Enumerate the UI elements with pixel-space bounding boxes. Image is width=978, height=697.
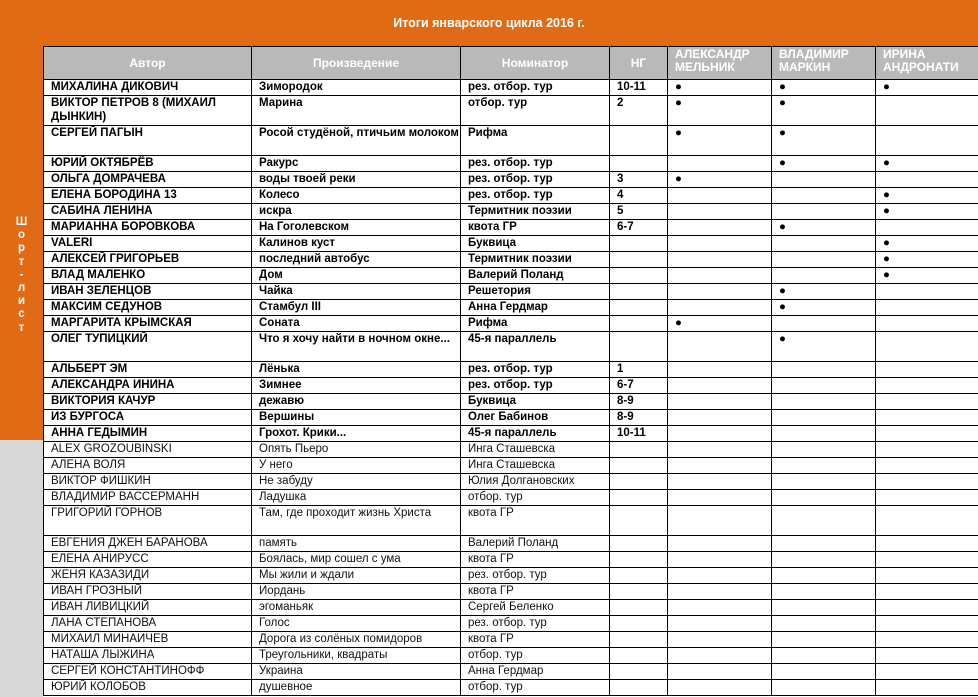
judge-melnik-mark bbox=[668, 284, 772, 300]
judge-markin-mark bbox=[772, 458, 876, 474]
ng-cell: 6-7 bbox=[610, 220, 668, 236]
short-list-row bbox=[44, 300, 978, 316]
nominator-cell: отбор. тур bbox=[461, 648, 610, 664]
col-judge-markin: ВЛАДИМИР МАРКИН bbox=[772, 47, 876, 80]
judge-andronati-mark bbox=[876, 536, 978, 552]
work-cell: Иордань bbox=[252, 584, 461, 600]
other-entry-row bbox=[44, 680, 978, 696]
header-row bbox=[44, 47, 978, 80]
judge-andronati-mark: ● bbox=[876, 236, 978, 252]
ng-cell bbox=[610, 156, 668, 172]
judge-melnik-mark bbox=[668, 552, 772, 568]
judge-melnik-mark bbox=[668, 204, 772, 220]
judge-andronati-mark: ● bbox=[876, 156, 978, 172]
ng-cell bbox=[610, 268, 668, 284]
ng-cell: 10-11 bbox=[610, 426, 668, 442]
short-list-row bbox=[44, 284, 978, 300]
other-entry-row bbox=[44, 442, 978, 458]
ng-cell: 8-9 bbox=[610, 394, 668, 410]
author-cell: АЛЕКСЕЙ ГРИГОРЬЕВ bbox=[44, 252, 252, 268]
judge-andronati-mark bbox=[876, 126, 978, 156]
ng-cell bbox=[610, 506, 668, 536]
judge-markin-mark: ● bbox=[772, 220, 876, 236]
ng-cell bbox=[610, 236, 668, 252]
short-list-row bbox=[44, 410, 978, 426]
work-cell: У него bbox=[252, 458, 461, 474]
nominator-cell: рез. отбор. тур bbox=[461, 80, 610, 96]
other-entries-sidebar bbox=[0, 440, 43, 697]
nominator-cell: рез. отбор. тур bbox=[461, 172, 610, 188]
nominator-cell: отбор. тур bbox=[461, 680, 610, 696]
judge-markin-mark bbox=[772, 600, 876, 616]
work-cell: Вершины bbox=[252, 410, 461, 426]
work-cell: Опять Пьеро bbox=[252, 442, 461, 458]
nominator-cell: квота ГР bbox=[461, 220, 610, 236]
author-cell: МАРГАРИТА КРЫМСКАЯ bbox=[44, 316, 252, 332]
judge-andronati-mark bbox=[876, 96, 978, 126]
judge-markin-mark: ● bbox=[772, 126, 876, 156]
author-cell: АЛЕНА ВОЛЯ bbox=[44, 458, 252, 474]
work-cell: Дорога из солёных помидоров bbox=[252, 632, 461, 648]
nominator-cell: рез. отбор. тур bbox=[461, 616, 610, 632]
judge-andronati-mark bbox=[876, 458, 978, 474]
short-list-row bbox=[44, 362, 978, 378]
work-cell: Мы жили и ждали bbox=[252, 568, 461, 584]
judge-melnik-mark bbox=[668, 680, 772, 696]
nominator-cell: Валерий Поланд bbox=[461, 268, 610, 284]
author-cell: ЕЛЕНА БОРОДИНА 13 bbox=[44, 188, 252, 204]
judge-markin-mark bbox=[772, 442, 876, 458]
nominator-cell: Валерий Поланд bbox=[461, 536, 610, 552]
judge-andronati-mark bbox=[876, 220, 978, 236]
author-cell: СЕРГЕЙ ПАГЫН bbox=[44, 126, 252, 156]
other-entry-row bbox=[44, 458, 978, 474]
ng-cell: 5 bbox=[610, 204, 668, 220]
judge-markin-mark bbox=[772, 506, 876, 536]
author-cell: VALERI bbox=[44, 236, 252, 252]
author-cell: ЕЛЕНА АНИРУСС bbox=[44, 552, 252, 568]
nominator-cell: квота ГР bbox=[461, 552, 610, 568]
nominator-cell: Анна Гердмар bbox=[461, 664, 610, 680]
nominator-cell: Инга Сташевска bbox=[461, 458, 610, 474]
author-cell: МАРИАННА БОРОВКОВА bbox=[44, 220, 252, 236]
ng-cell bbox=[610, 442, 668, 458]
ng-cell: 2 bbox=[610, 96, 668, 126]
ng-cell: 10-11 bbox=[610, 80, 668, 96]
judge-markin-mark: ● bbox=[772, 284, 876, 300]
other-entry-row bbox=[44, 490, 978, 506]
author-cell: АЛЕКСАНДРА ИНИНА bbox=[44, 378, 252, 394]
short-list-row bbox=[44, 426, 978, 442]
ng-cell bbox=[610, 126, 668, 156]
judge-melnik-mark: ● bbox=[668, 80, 772, 96]
judge-markin-mark bbox=[772, 172, 876, 188]
judge-melnik-mark bbox=[668, 506, 772, 536]
author-cell: МИХАИЛ МИНАИЧЕВ bbox=[44, 632, 252, 648]
judge-markin-mark bbox=[772, 632, 876, 648]
work-cell: Калинов куст bbox=[252, 236, 461, 252]
other-entry-row bbox=[44, 600, 978, 616]
judge-melnik-mark bbox=[668, 268, 772, 284]
judge-melnik-mark bbox=[668, 426, 772, 442]
ng-cell bbox=[610, 584, 668, 600]
nominator-cell: Буквица bbox=[461, 394, 610, 410]
judge-melnik-mark bbox=[668, 632, 772, 648]
judge-andronati-mark bbox=[876, 648, 978, 664]
nominator-cell: Анна Гердмар bbox=[461, 300, 610, 316]
work-cell: Лёнька bbox=[252, 362, 461, 378]
judge-melnik-mark bbox=[668, 600, 772, 616]
author-cell: ВЛАДИМИР ВАССЕРМАНН bbox=[44, 490, 252, 506]
short-list-row bbox=[44, 378, 978, 394]
short-list-row bbox=[44, 126, 978, 156]
work-cell: душевное bbox=[252, 680, 461, 696]
nominator-cell: рез. отбор. тур bbox=[461, 568, 610, 584]
judge-andronati-mark bbox=[876, 506, 978, 536]
short-list-row bbox=[44, 220, 978, 236]
results-table bbox=[43, 46, 978, 696]
ng-cell bbox=[610, 568, 668, 584]
other-entry-row bbox=[44, 632, 978, 648]
author-cell: МИХАЛИНА ДИКОВИЧ bbox=[44, 80, 252, 96]
judge-andronati-mark bbox=[876, 410, 978, 426]
judge-andronati-mark bbox=[876, 442, 978, 458]
author-cell: ИВАН ЗЕЛЕНЦОВ bbox=[44, 284, 252, 300]
work-cell: эгоманьяк bbox=[252, 600, 461, 616]
author-cell: АЛЬБЕРТ ЭМ bbox=[44, 362, 252, 378]
judge-melnik-mark: ● bbox=[668, 172, 772, 188]
judge-melnik-mark bbox=[668, 664, 772, 680]
other-entry-row bbox=[44, 568, 978, 584]
author-cell: ОЛЕГ ТУПИЦКИЙ bbox=[44, 332, 252, 362]
page-title: Итоги январского цикла 2016 г. bbox=[0, 0, 978, 46]
nominator-cell: рез. отбор. тур bbox=[461, 188, 610, 204]
ng-cell bbox=[610, 536, 668, 552]
judge-andronati-mark bbox=[876, 394, 978, 410]
judge-andronati-mark bbox=[876, 552, 978, 568]
judge-markin-mark bbox=[772, 474, 876, 490]
work-cell: воды твоей реки bbox=[252, 172, 461, 188]
col-nominator: Номинатор bbox=[461, 47, 610, 80]
judge-markin-mark bbox=[772, 236, 876, 252]
ng-cell bbox=[610, 284, 668, 300]
work-cell: На Гоголевском bbox=[252, 220, 461, 236]
work-cell: память bbox=[252, 536, 461, 552]
judge-melnik-mark bbox=[668, 458, 772, 474]
judge-andronati-mark bbox=[876, 616, 978, 632]
work-cell: Украина bbox=[252, 664, 461, 680]
judge-melnik-mark bbox=[668, 378, 772, 394]
nominator-cell: Сергей Беленко bbox=[461, 600, 610, 616]
judge-andronati-mark: ● bbox=[876, 80, 978, 96]
judge-markin-mark bbox=[772, 188, 876, 204]
col-judge-melnik: АЛЕКСАНДР МЕЛЬНИК bbox=[668, 47, 772, 80]
judge-melnik-mark: ● bbox=[668, 126, 772, 156]
ng-cell bbox=[610, 490, 668, 506]
nominator-cell: Термитник поэзии bbox=[461, 252, 610, 268]
work-cell: Грохот. Крики... bbox=[252, 426, 461, 442]
nominator-cell: Термитник поэзии bbox=[461, 204, 610, 220]
judge-melnik-mark bbox=[668, 536, 772, 552]
judge-markin-mark bbox=[772, 536, 876, 552]
judge-melnik-mark bbox=[668, 490, 772, 506]
nominator-cell: Буквица bbox=[461, 236, 610, 252]
judge-melnik-mark bbox=[668, 236, 772, 252]
work-cell: искра bbox=[252, 204, 461, 220]
col-judge-andronati: ИРИНА АНДРОНАТИ bbox=[876, 47, 978, 80]
ng-cell bbox=[610, 552, 668, 568]
author-cell: ВИКТОР ФИШКИН bbox=[44, 474, 252, 490]
ng-cell bbox=[610, 664, 668, 680]
short-list-row bbox=[44, 188, 978, 204]
author-cell: НАТАША ЛЫЖИНА bbox=[44, 648, 252, 664]
judge-markin-mark: ● bbox=[772, 80, 876, 96]
nominator-cell: отбор. тур bbox=[461, 490, 610, 506]
judge-markin-mark bbox=[772, 584, 876, 600]
work-cell: Треугольники, квадраты bbox=[252, 648, 461, 664]
work-cell: Зимородок bbox=[252, 80, 461, 96]
short-list-row bbox=[44, 316, 978, 332]
author-cell: ОЛЬГА ДОМРАЧЕВА bbox=[44, 172, 252, 188]
ng-cell bbox=[610, 632, 668, 648]
work-cell: Не забуду bbox=[252, 474, 461, 490]
other-entry-row bbox=[44, 584, 978, 600]
col-author: Автор bbox=[44, 47, 252, 80]
author-cell: ALEX GROZOUBINSKI bbox=[44, 442, 252, 458]
author-cell: ИВАН ЛИВИЦКИЙ bbox=[44, 600, 252, 616]
nominator-cell: Олег Бабинов bbox=[461, 410, 610, 426]
short-list-row bbox=[44, 80, 978, 96]
work-cell: Стамбул III bbox=[252, 300, 461, 316]
work-cell: Ракурс bbox=[252, 156, 461, 172]
nominator-cell: рез. отбор. тур bbox=[461, 362, 610, 378]
other-entry-row bbox=[44, 552, 978, 568]
ng-cell: 8-9 bbox=[610, 410, 668, 426]
judge-melnik-mark bbox=[668, 410, 772, 426]
judge-melnik-mark: ● bbox=[668, 96, 772, 126]
nominator-cell: Рифма bbox=[461, 126, 610, 156]
short-list-row bbox=[44, 394, 978, 410]
judge-andronati-mark: ● bbox=[876, 204, 978, 220]
judge-markin-mark bbox=[772, 426, 876, 442]
other-entry-row bbox=[44, 474, 978, 490]
judge-melnik-mark bbox=[668, 474, 772, 490]
author-cell: ГРИГОРИЙ ГОРНОВ bbox=[44, 506, 252, 536]
ng-cell: 6-7 bbox=[610, 378, 668, 394]
col-ng: НГ bbox=[610, 47, 668, 80]
work-cell: Ладушка bbox=[252, 490, 461, 506]
col-work: Произведение bbox=[252, 47, 461, 80]
short-list-row bbox=[44, 96, 978, 126]
nominator-cell: Решетория bbox=[461, 284, 610, 300]
judge-melnik-mark bbox=[668, 568, 772, 584]
work-cell: Боялась, мир сошел с ума bbox=[252, 552, 461, 568]
ng-cell: 4 bbox=[610, 188, 668, 204]
judge-andronati-mark: ● bbox=[876, 268, 978, 284]
nominator-cell: отбор. тур bbox=[461, 96, 610, 126]
judge-andronati-mark bbox=[876, 490, 978, 506]
short-list-row bbox=[44, 252, 978, 268]
judge-markin-mark bbox=[772, 394, 876, 410]
author-cell: ЛАНА СТЕПАНОВА bbox=[44, 616, 252, 632]
author-cell: ЕВГЕНИЯ ДЖЕН БАРАНОВА bbox=[44, 536, 252, 552]
short-list-row bbox=[44, 332, 978, 362]
ng-cell bbox=[610, 252, 668, 268]
short-list-row bbox=[44, 172, 978, 188]
ng-cell bbox=[610, 680, 668, 696]
ng-cell bbox=[610, 316, 668, 332]
short-list-sidebar bbox=[0, 46, 43, 440]
work-cell: Чайка bbox=[252, 284, 461, 300]
judge-melnik-mark bbox=[668, 220, 772, 236]
judge-melnik-mark bbox=[668, 156, 772, 172]
judge-melnik-mark bbox=[668, 394, 772, 410]
judge-markin-mark bbox=[772, 410, 876, 426]
ng-cell: 1 bbox=[610, 362, 668, 378]
judge-melnik-mark bbox=[668, 616, 772, 632]
judge-melnik-mark bbox=[668, 362, 772, 378]
judge-markin-mark: ● bbox=[772, 332, 876, 362]
other-entry-row bbox=[44, 536, 978, 552]
other-entry-row bbox=[44, 616, 978, 632]
work-cell: Колесо bbox=[252, 188, 461, 204]
judge-markin-mark bbox=[772, 680, 876, 696]
author-cell: ИВАН ГРОЗНЫЙ bbox=[44, 584, 252, 600]
work-cell: Соната bbox=[252, 316, 461, 332]
judge-andronati-mark: ● bbox=[876, 188, 978, 204]
judge-melnik-mark bbox=[668, 584, 772, 600]
nominator-cell: Рифма bbox=[461, 316, 610, 332]
judge-andronati-mark bbox=[876, 284, 978, 300]
judge-andronati-mark bbox=[876, 332, 978, 362]
judge-markin-mark bbox=[772, 552, 876, 568]
judge-markin-mark: ● bbox=[772, 300, 876, 316]
nominator-cell: рез. отбор. тур bbox=[461, 378, 610, 394]
nominator-cell: 45-я параллель bbox=[461, 426, 610, 442]
judge-andronati-mark: ● bbox=[876, 252, 978, 268]
author-cell: МАКСИМ СЕДУНОВ bbox=[44, 300, 252, 316]
other-entry-row bbox=[44, 648, 978, 664]
judge-markin-mark bbox=[772, 204, 876, 220]
short-list-label: Ш о р т - л и с т bbox=[15, 216, 28, 334]
judge-andronati-mark bbox=[876, 632, 978, 648]
nominator-cell: 45-я параллель bbox=[461, 332, 610, 362]
judge-markin-mark bbox=[772, 268, 876, 284]
judge-andronati-mark bbox=[876, 300, 978, 316]
author-cell: ВИКТОР ПЕТРОВ 8 (МИХАИЛ ДЫНКИН) bbox=[44, 96, 252, 126]
judge-markin-mark bbox=[772, 648, 876, 664]
judge-andronati-mark bbox=[876, 568, 978, 584]
nominator-cell: квота ГР bbox=[461, 506, 610, 536]
judge-andronati-mark bbox=[876, 584, 978, 600]
judge-melnik-mark bbox=[668, 252, 772, 268]
judge-andronati-mark bbox=[876, 426, 978, 442]
ng-cell bbox=[610, 458, 668, 474]
short-list-row bbox=[44, 204, 978, 220]
judge-markin-mark bbox=[772, 378, 876, 394]
nominator-cell: Юлия Долгановских bbox=[461, 474, 610, 490]
other-entry-row bbox=[44, 506, 978, 536]
author-cell: САБИНА ЛЕНИНА bbox=[44, 204, 252, 220]
judge-melnik-mark bbox=[668, 648, 772, 664]
judge-andronati-mark bbox=[876, 172, 978, 188]
work-cell: Там, где проходит жизнь Христа bbox=[252, 506, 461, 536]
judge-markin-mark bbox=[772, 568, 876, 584]
nominator-cell: квота ГР bbox=[461, 632, 610, 648]
judge-melnik-mark bbox=[668, 442, 772, 458]
short-list-row bbox=[44, 156, 978, 172]
author-cell: ЮРИЙ ОКТЯБРЁВ bbox=[44, 156, 252, 172]
author-cell: ИЗ БУРГОСА bbox=[44, 410, 252, 426]
ng-cell bbox=[610, 474, 668, 490]
work-cell: Что я хочу найти в ночном окне... bbox=[252, 332, 461, 362]
work-cell: Марина bbox=[252, 96, 461, 126]
judge-andronati-mark bbox=[876, 378, 978, 394]
author-cell: ВЛАД МАЛЕНКО bbox=[44, 268, 252, 284]
judge-andronati-mark bbox=[876, 680, 978, 696]
short-list-row bbox=[44, 268, 978, 284]
ng-cell: 3 bbox=[610, 172, 668, 188]
short-list-row bbox=[44, 236, 978, 252]
author-cell: ЖЕНЯ КАЗАЗИДИ bbox=[44, 568, 252, 584]
judge-melnik-mark bbox=[668, 188, 772, 204]
work-cell: последний автобус bbox=[252, 252, 461, 268]
other-entry-row bbox=[44, 664, 978, 680]
nominator-cell: Инга Сташевска bbox=[461, 442, 610, 458]
nominator-cell: рез. отбор. тур bbox=[461, 156, 610, 172]
judge-andronati-mark bbox=[876, 362, 978, 378]
nominator-cell: квота ГР bbox=[461, 584, 610, 600]
work-cell: Дом bbox=[252, 268, 461, 284]
author-cell: СЕРГЕЙ КОНСТАНТИНОФФ bbox=[44, 664, 252, 680]
ng-cell bbox=[610, 648, 668, 664]
judge-andronati-mark bbox=[876, 474, 978, 490]
judge-melnik-mark bbox=[668, 332, 772, 362]
judge-markin-mark bbox=[772, 252, 876, 268]
ng-cell bbox=[610, 600, 668, 616]
author-cell: ЮРИЙ КОЛОБОВ bbox=[44, 680, 252, 696]
ng-cell bbox=[610, 616, 668, 632]
judge-melnik-mark: ● bbox=[668, 316, 772, 332]
judge-markin-mark bbox=[772, 490, 876, 506]
author-cell: ВИКТОРИЯ КАЧУР bbox=[44, 394, 252, 410]
work-cell: Голос bbox=[252, 616, 461, 632]
ng-cell bbox=[610, 332, 668, 362]
judge-andronati-mark bbox=[876, 664, 978, 680]
judge-melnik-mark bbox=[668, 300, 772, 316]
work-cell: Зимнее bbox=[252, 378, 461, 394]
judge-andronati-mark bbox=[876, 316, 978, 332]
work-cell: дежавю bbox=[252, 394, 461, 410]
judge-markin-mark bbox=[772, 362, 876, 378]
work-cell: Росой студёной, птичьим молоком bbox=[252, 126, 461, 156]
judge-markin-mark: ● bbox=[772, 156, 876, 172]
judge-andronati-mark bbox=[876, 600, 978, 616]
ng-cell bbox=[610, 300, 668, 316]
judge-markin-mark bbox=[772, 664, 876, 680]
author-cell: АННА ГЕДЫМИН bbox=[44, 426, 252, 442]
judge-markin-mark bbox=[772, 316, 876, 332]
judge-markin-mark bbox=[772, 616, 876, 632]
judge-markin-mark: ● bbox=[772, 96, 876, 126]
